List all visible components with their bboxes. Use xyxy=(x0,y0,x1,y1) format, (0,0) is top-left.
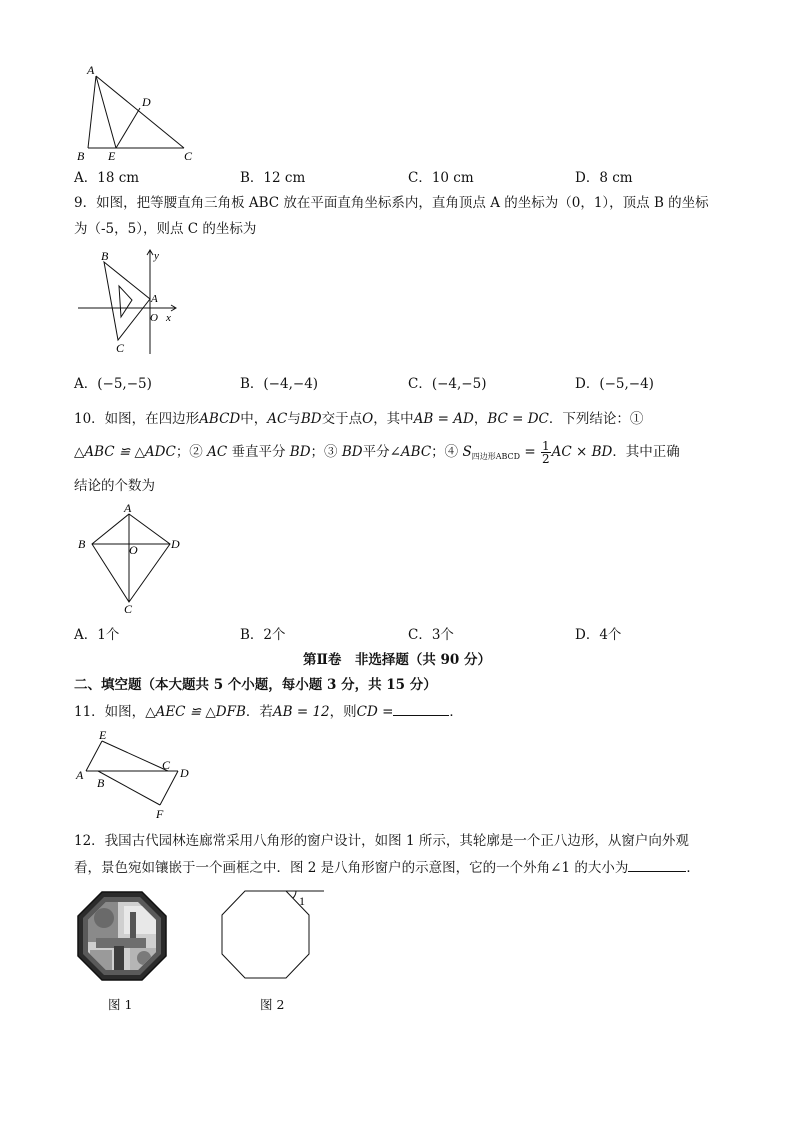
q10-eq2: BC = DC xyxy=(487,411,549,427)
q11-then: ，则 xyxy=(329,704,357,720)
section2-title: 第Ⅱ卷 非选择题（共 90 分） xyxy=(302,652,492,668)
section2-heading: 二、填空题（本大题共 5 个小题，每小题 3 分，共 15 分） xyxy=(74,677,437,693)
q11-label-b: B xyxy=(97,776,105,790)
q10-c4-sub: 四边形ABCD xyxy=(471,452,521,461)
q10-label-o: O xyxy=(129,543,138,557)
q12-fig1-caption: 图 1 xyxy=(108,997,133,1012)
q10-o: O xyxy=(362,411,374,427)
q10-frac-den: 2 xyxy=(541,452,550,466)
q11-prefix: 11．如图， xyxy=(74,704,146,720)
q9-label-x: x xyxy=(166,312,171,324)
q10-where: ，其中 xyxy=(373,411,414,427)
q10-c2-ac: AC xyxy=(207,444,228,460)
q11-label-f: F xyxy=(156,807,164,821)
q8-label-d: D xyxy=(142,95,151,109)
q10-prefix: 10．如图，在四边形 xyxy=(74,411,200,427)
q8-option-d: D．8 cm xyxy=(575,170,633,186)
q9-coordinate-figure xyxy=(74,246,186,358)
q10-label-d: D xyxy=(171,537,180,551)
q11-label-c: C xyxy=(162,758,171,772)
q10-option-b: B．2个 xyxy=(240,627,286,643)
q9-option-c: C．(−4,−5) xyxy=(408,376,487,392)
q11-answer-blank[interactable] xyxy=(393,701,449,716)
q9-option-b: B．(−4,−4) xyxy=(240,376,319,392)
q9-label-a: A xyxy=(151,293,158,305)
q10-c3-bd: BD xyxy=(341,444,363,460)
q12-answer-blank[interactable] xyxy=(628,857,686,872)
q9-label-o: O xyxy=(150,312,158,324)
q11-ab: AB = 12 xyxy=(272,704,330,720)
q8-label-e: E xyxy=(108,149,116,163)
q8-triangle-figure xyxy=(72,62,202,164)
q10-option-c: C．3个 xyxy=(408,627,454,643)
q11-congr: △AEC ≌ △DFB xyxy=(145,704,246,720)
q8-option-a: A．18 cm xyxy=(74,170,140,186)
q11-label-e: E xyxy=(99,728,107,742)
q10-c4-eq: = xyxy=(520,444,540,460)
q8-option-b: B．12 cm xyxy=(240,170,306,186)
q10-c4-s: S xyxy=(462,444,472,460)
q10-quadrilateral-figure xyxy=(74,500,186,618)
q10-c4-rest: AC × BD xyxy=(551,444,613,460)
q10-label-a: A xyxy=(124,501,132,515)
q10-option-d: D．4个 xyxy=(575,627,622,643)
q10-label-c: C xyxy=(124,602,133,616)
q9-label-y: y xyxy=(154,250,159,262)
q10-c2-prefix: ；② xyxy=(175,444,208,460)
q8-label-c: C xyxy=(184,149,193,163)
q12-octagon-figure xyxy=(212,884,328,984)
q8-option-c: C．10 cm xyxy=(408,170,474,186)
q10-mid: 中， xyxy=(240,411,268,427)
q10-comma: ， xyxy=(473,411,488,427)
q8-label-a: A xyxy=(87,63,95,77)
q8-label-b: B xyxy=(77,149,85,163)
q11-mid: ．若 xyxy=(245,704,273,720)
q10-ac: AC xyxy=(267,411,288,427)
q12-window-photo xyxy=(74,888,170,984)
q10-label-b: B xyxy=(78,537,86,551)
q10-c4-end: ．其中正确 xyxy=(612,444,680,460)
q10-c3-text: 平分∠ xyxy=(362,444,401,460)
q12-line2-prefix: 看，景色宛如镶嵌于一个画框之中．图 2 是八角形窗户的示意图，它的一个外角∠1 的大小为 xyxy=(74,860,629,876)
q10-quad: ABCD xyxy=(199,411,241,427)
q10-c4-prefix: ；④ xyxy=(431,444,463,460)
q12-angle-label: 1 xyxy=(299,894,305,908)
q11-label-d: D xyxy=(180,766,189,780)
q12-line2-end: ． xyxy=(686,860,700,876)
q10-c2-bd: BD xyxy=(289,444,311,460)
q11-text xyxy=(74,701,463,722)
q12-text-line1: 12．我国古代园林连廊常采用八角形的窗户设计，如图 1 所示，其轮廓是一个正八边形，从窗户向外观 xyxy=(74,833,689,849)
q10-option-a: A．1个 xyxy=(74,627,120,643)
q9-option-d: D．(−5,−4) xyxy=(575,376,654,392)
q10-conclude: ．下列结论：① xyxy=(548,411,644,427)
q10-c1: △ABC ≌ △ADC xyxy=(74,444,176,460)
q10-c3-prefix: ；③ xyxy=(310,444,342,460)
q9-label-c: C xyxy=(116,341,125,355)
q10-c2-text: 垂直平分 xyxy=(227,444,290,460)
q9-text-line2: 为（-5，5），则点 C 的坐标为 xyxy=(74,221,257,237)
q10-c3-abc: ABC xyxy=(400,444,432,460)
q12-fig2-caption: 图 2 xyxy=(260,997,285,1012)
q11-end: ． xyxy=(449,704,463,720)
q10-bd: BD xyxy=(300,411,322,427)
q10-cross: 交于点 xyxy=(321,411,363,427)
q9-option-a: A．(−5,−5) xyxy=(74,376,152,392)
q12-text-line2 xyxy=(74,857,700,878)
q11-figure xyxy=(74,727,198,821)
q10-text-line2 xyxy=(74,438,680,471)
q10-with: 与 xyxy=(287,411,301,427)
q10-fraction xyxy=(541,440,551,465)
q10-text-line1 xyxy=(74,409,643,429)
q9-label-b: B xyxy=(101,249,109,263)
q10-frac-num: 1 xyxy=(541,439,550,453)
q11-cd: CD = xyxy=(356,704,394,720)
q10-text-line3: 结论的个数为 xyxy=(74,478,155,494)
q9-text-line1: 9．如图，把等腰直角三角板 ABC 放在平面直角坐标系内，直角顶点 A 的坐标为（0，1），顶点 B 的坐标 xyxy=(74,195,709,211)
q10-eq1: AB = AD xyxy=(413,411,474,427)
q11-label-a: A xyxy=(76,768,84,782)
